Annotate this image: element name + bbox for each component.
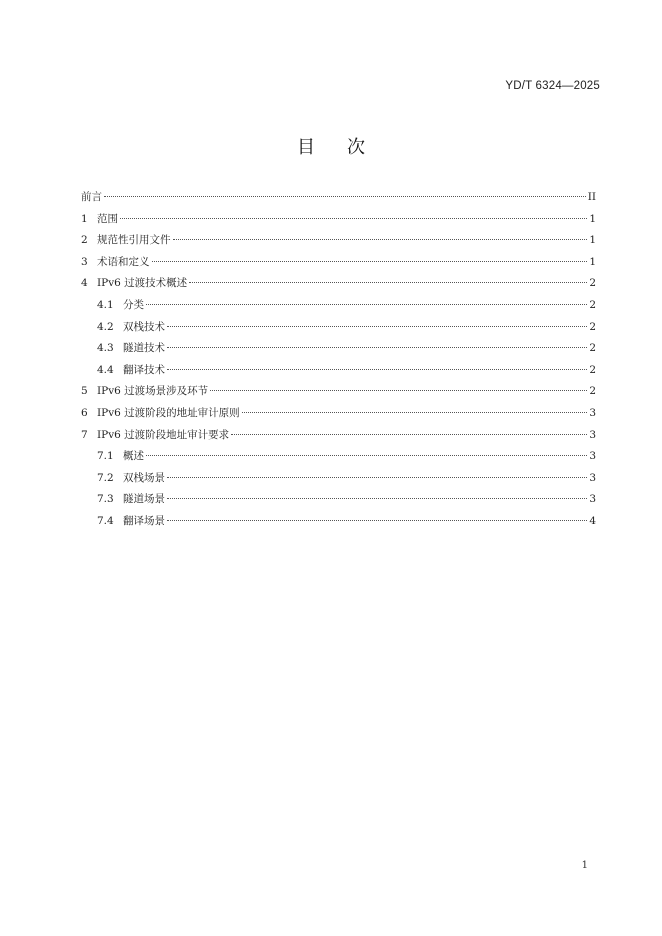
toc-entry-number: 7.2 <box>97 471 114 484</box>
toc-entry[interactable] <box>81 252 596 274</box>
toc-entry-number: 4.3 <box>97 342 114 355</box>
toc-entry-page: 2 <box>589 298 596 311</box>
toc-entry-title: IPv6 过渡场景涉及环节 <box>97 385 209 398</box>
toc-entry-page: 4 <box>589 514 596 527</box>
table-of-contents <box>81 187 596 533</box>
toc-dot-leader <box>167 519 587 521</box>
toc-entry-number: 7.4 <box>97 514 114 527</box>
toc-entry[interactable] <box>81 403 596 425</box>
toc-entry-title: 翻译技术 <box>123 363 165 376</box>
toc-dot-leader <box>146 454 587 456</box>
toc-entry-number: 2 <box>81 234 88 247</box>
toc-entry[interactable] <box>81 446 596 468</box>
toc-entry[interactable] <box>81 425 596 447</box>
toc-entry-title: 概述 <box>123 450 144 463</box>
toc-dot-leader <box>146 303 587 305</box>
toc-entry-number: 5 <box>81 385 88 398</box>
toc-entry-title: IPv6 过渡技术概述 <box>97 277 188 290</box>
toc-entry-number: 7.1 <box>97 450 114 463</box>
toc-dot-leader <box>173 238 588 240</box>
toc-entry-page: 2 <box>589 342 596 355</box>
toc-entry-page: 3 <box>589 428 596 441</box>
toc-entry-page: 3 <box>589 493 596 506</box>
toc-entry-number: 7 <box>81 428 88 441</box>
toc-entry-title: 双栈场景 <box>123 471 165 484</box>
toc-entry-page: 2 <box>589 385 596 398</box>
toc-entry-page: 3 <box>589 406 596 419</box>
toc-entry-title: 分类 <box>123 298 144 311</box>
toc-dot-leader <box>104 195 586 197</box>
toc-entry-page: 1 <box>589 212 596 225</box>
toc-entry-page: 2 <box>589 363 596 376</box>
toc-entry[interactable] <box>81 468 596 490</box>
toc-entry-page: 2 <box>589 320 596 333</box>
toc-entry-title: 翻译场景 <box>123 514 165 527</box>
toc-entry-page: 3 <box>589 450 596 463</box>
toc-entry[interactable] <box>81 360 596 382</box>
toc-entry-number: 1 <box>81 212 88 225</box>
toc-dot-leader <box>152 260 588 262</box>
toc-entry-page: II <box>587 191 596 203</box>
toc-entry[interactable] <box>81 317 596 339</box>
toc-entry-title: 隧道技术 <box>123 342 165 355</box>
toc-entry-page: 1 <box>589 255 596 268</box>
page-number: 1 <box>581 860 588 871</box>
toc-entry-title: 隧道场景 <box>123 493 165 506</box>
toc-entry-number: 4.2 <box>97 320 114 333</box>
toc-dot-leader <box>210 389 587 391</box>
toc-dot-leader <box>167 368 587 370</box>
toc-entry-number: 4.4 <box>97 363 114 376</box>
toc-entry-number: 6 <box>81 406 88 419</box>
toc-entry[interactable] <box>81 489 596 511</box>
toc-entry-number: 4.1 <box>97 298 114 311</box>
toc-entry-number: 4 <box>81 277 88 290</box>
toc-entry[interactable] <box>81 209 596 231</box>
toc-entry-title: IPv6 过渡阶段地址审计要求 <box>97 428 230 441</box>
toc-entry[interactable] <box>81 338 596 360</box>
toc-entry-title: 术语和定义 <box>97 255 150 268</box>
toc-dot-leader <box>189 281 587 283</box>
page-title: 目次 <box>297 137 397 158</box>
toc-entry-title: 范围 <box>97 212 118 225</box>
toc-dot-leader <box>242 411 588 413</box>
document-code: YD/T 6324—2025 <box>505 80 600 92</box>
toc-entry[interactable] <box>81 273 596 295</box>
toc-entry-page: 1 <box>589 234 596 247</box>
toc-entry[interactable] <box>81 187 596 209</box>
toc-entry-number: 3 <box>81 255 88 268</box>
toc-entry-title: 双栈技术 <box>123 320 165 333</box>
toc-entry-page: 3 <box>589 471 596 484</box>
toc-dot-leader <box>167 346 587 348</box>
toc-entry-page: 2 <box>589 277 596 290</box>
toc-dot-leader <box>167 325 587 327</box>
toc-dot-leader <box>167 497 587 499</box>
toc-entry[interactable] <box>81 295 596 317</box>
toc-entry-title: 规范性引用文件 <box>97 234 171 247</box>
toc-entry-title: IPv6 过渡阶段的地址审计原则 <box>97 406 240 419</box>
toc-entry-title: 前言 <box>81 191 102 203</box>
toc-dot-leader <box>231 433 587 435</box>
toc-entry[interactable] <box>81 381 596 403</box>
toc-dot-leader <box>120 217 587 219</box>
toc-entry-number: 7.3 <box>97 493 114 506</box>
toc-dot-leader <box>167 476 587 478</box>
toc-entry[interactable] <box>81 511 596 533</box>
toc-entry[interactable] <box>81 230 596 252</box>
